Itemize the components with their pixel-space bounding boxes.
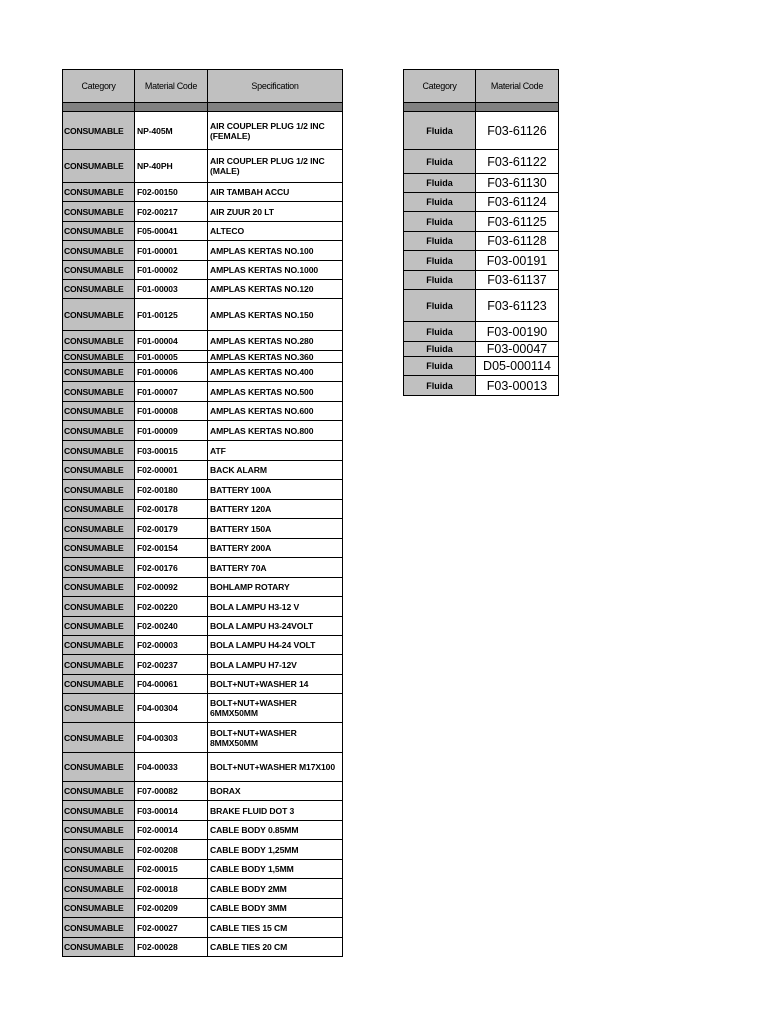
table-row: [63, 421, 343, 441]
table-row: [404, 150, 559, 174]
specification-cell: BOLT+NUT+WASHER 14: [208, 675, 343, 694]
category-cell: Fluida: [404, 150, 476, 174]
table-row: [63, 331, 343, 351]
specification-cell: AMPLAS KERTAS NO.600: [208, 402, 343, 421]
material-code-cell: F03-00191: [476, 251, 559, 271]
table-row: [404, 376, 559, 396]
table-row: [63, 183, 343, 202]
specification-cell: BRAKE FLUID DOT 3: [208, 801, 343, 821]
header-band: [404, 103, 559, 112]
specification-cell: BATTERY 70A: [208, 558, 343, 578]
specification-cell: BOLA LAMPU H4-24 VOLT: [208, 636, 343, 655]
table-row: [404, 232, 559, 251]
table-row: [63, 801, 343, 821]
category-cell: Fluida: [404, 174, 476, 193]
material-code-cell: F03-00015: [135, 441, 208, 461]
specification-cell: BATTERY 200A: [208, 539, 343, 558]
header-category: Category: [63, 70, 135, 103]
table-row: [63, 753, 343, 782]
material-code-cell: F02-00092: [135, 578, 208, 597]
specification-cell: BOLA LAMPU H7-12V: [208, 655, 343, 675]
category-cell: CONSUMABLE: [63, 723, 135, 753]
header-row: [404, 70, 559, 103]
specification-cell: AIR COUPLER PLUG 1/2 INC (FEMALE): [208, 112, 343, 150]
material-code-cell: F01-00002: [135, 261, 208, 280]
material-code-cell: F02-00208: [135, 840, 208, 860]
table-row: [63, 694, 343, 723]
material-code-cell: F02-00154: [135, 539, 208, 558]
material-code-cell: F07-00082: [135, 782, 208, 801]
specification-cell: BOLT+NUT+WASHER M17X100: [208, 753, 343, 782]
material-code-cell: F01-00004: [135, 331, 208, 351]
material-code-cell: F01-00003: [135, 280, 208, 299]
table-row: [63, 558, 343, 578]
table-row: [63, 202, 343, 222]
table-row: [404, 342, 559, 357]
table-row: [63, 363, 343, 382]
material-code-cell: F02-00237: [135, 655, 208, 675]
category-cell: Fluida: [404, 322, 476, 342]
table-row: [63, 617, 343, 636]
specification-cell: BORAX: [208, 782, 343, 801]
category-cell: CONSUMABLE: [63, 441, 135, 461]
category-cell: CONSUMABLE: [63, 363, 135, 382]
material-code-cell: F01-00009: [135, 421, 208, 441]
category-cell: CONSUMABLE: [63, 801, 135, 821]
header-row: [63, 70, 343, 103]
table-row: [63, 539, 343, 558]
table-row: [63, 879, 343, 899]
specification-cell: BOLT+NUT+WASHER 6MMX50MM: [208, 694, 343, 723]
specification-cell: AMPLAS KERTAS NO.150: [208, 299, 343, 331]
specification-cell: AMPLAS KERTAS NO.1000: [208, 261, 343, 280]
category-cell: CONSUMABLE: [63, 112, 135, 150]
category-cell: CONSUMABLE: [63, 421, 135, 441]
material-code-cell: F02-00014: [135, 821, 208, 840]
table-row: [63, 938, 343, 957]
material-code-cell: F03-61126: [476, 112, 559, 150]
table-row: [63, 480, 343, 500]
category-cell: CONSUMABLE: [63, 879, 135, 899]
material-code-cell: F04-00304: [135, 694, 208, 723]
table-row: [63, 723, 343, 753]
material-code-cell: F02-00240: [135, 617, 208, 636]
header-category: Category: [404, 70, 476, 103]
material-code-cell: F02-00015: [135, 860, 208, 879]
category-cell: CONSUMABLE: [63, 578, 135, 597]
specification-cell: BATTERY 100A: [208, 480, 343, 500]
table-row: [63, 461, 343, 480]
material-code-cell: NP-405M: [135, 112, 208, 150]
category-cell: Fluida: [404, 290, 476, 322]
category-cell: CONSUMABLE: [63, 675, 135, 694]
category-cell: CONSUMABLE: [63, 519, 135, 539]
category-cell: CONSUMABLE: [63, 617, 135, 636]
category-cell: CONSUMABLE: [63, 558, 135, 578]
material-code-cell: F02-00180: [135, 480, 208, 500]
category-cell: CONSUMABLE: [63, 241, 135, 261]
category-cell: Fluida: [404, 251, 476, 271]
specification-cell: CABLE TIES 20 CM: [208, 938, 343, 957]
category-cell: CONSUMABLE: [63, 461, 135, 480]
table-row: [63, 821, 343, 840]
material-code-cell: F03-00047: [476, 342, 559, 357]
specification-cell: ALTECO: [208, 222, 343, 241]
category-cell: CONSUMABLE: [63, 500, 135, 519]
category-cell: CONSUMABLE: [63, 202, 135, 222]
category-cell: CONSUMABLE: [63, 222, 135, 241]
material-code-cell: F01-00006: [135, 363, 208, 382]
category-cell: CONSUMABLE: [63, 840, 135, 860]
material-code-cell: F02-00028: [135, 938, 208, 957]
specification-cell: AIR COUPLER PLUG 1/2 INC (MALE): [208, 150, 343, 183]
table-row: [63, 918, 343, 938]
material-code-cell: F05-00041: [135, 222, 208, 241]
table-row: [404, 322, 559, 342]
material-code-cell: F03-00013: [476, 376, 559, 396]
material-code-cell: F02-00018: [135, 879, 208, 899]
material-code-cell: F04-00061: [135, 675, 208, 694]
specification-cell: BOHLAMP ROTARY: [208, 578, 343, 597]
category-cell: CONSUMABLE: [63, 331, 135, 351]
category-cell: CONSUMABLE: [63, 694, 135, 723]
material-code-cell: F01-00001: [135, 241, 208, 261]
header-material-code: Material Code: [135, 70, 208, 103]
table-row: [63, 299, 343, 331]
material-code-cell: D05-000114: [476, 357, 559, 376]
specification-cell: BOLT+NUT+WASHER 8MMX50MM: [208, 723, 343, 753]
category-cell: CONSUMABLE: [63, 655, 135, 675]
table-row: [63, 150, 343, 183]
category-cell: Fluida: [404, 271, 476, 290]
specification-cell: BACK ALARM: [208, 461, 343, 480]
material-code-cell: F02-00176: [135, 558, 208, 578]
specification-cell: AMPLAS KERTAS NO.280: [208, 331, 343, 351]
category-cell: CONSUMABLE: [63, 782, 135, 801]
material-code-cell: F04-00303: [135, 723, 208, 753]
table-row: [63, 261, 343, 280]
category-cell: CONSUMABLE: [63, 280, 135, 299]
table-row: [63, 899, 343, 918]
table-row: [63, 636, 343, 655]
category-cell: CONSUMABLE: [63, 938, 135, 957]
category-cell: CONSUMABLE: [63, 261, 135, 280]
table-row: [63, 382, 343, 402]
category-cell: Fluida: [404, 342, 476, 357]
category-cell: CONSUMABLE: [63, 636, 135, 655]
table-row: [63, 840, 343, 860]
specification-cell: BATTERY 150A: [208, 519, 343, 539]
table-row: [63, 112, 343, 150]
category-cell: CONSUMABLE: [63, 918, 135, 938]
material-code-cell: F04-00033: [135, 753, 208, 782]
specification-cell: AIR TAMBAH ACCU: [208, 183, 343, 202]
table-row: [404, 212, 559, 232]
specification-cell: AMPLAS KERTAS NO.120: [208, 280, 343, 299]
table-row: [404, 193, 559, 212]
table-row: [63, 441, 343, 461]
category-cell: Fluida: [404, 112, 476, 150]
table-row: [404, 174, 559, 193]
material-code-cell: F02-00150: [135, 183, 208, 202]
table-row: [63, 578, 343, 597]
material-code-cell: F01-00125: [135, 299, 208, 331]
material-code-cell: F02-00217: [135, 202, 208, 222]
category-cell: CONSUMABLE: [63, 150, 135, 183]
category-cell: CONSUMABLE: [63, 539, 135, 558]
specification-cell: CABLE TIES 15 CM: [208, 918, 343, 938]
specification-cell: AMPLAS KERTAS NO.100: [208, 241, 343, 261]
category-cell: CONSUMABLE: [63, 480, 135, 500]
material-code-cell: F03-61137: [476, 271, 559, 290]
specification-cell: CABLE BODY 3MM: [208, 899, 343, 918]
material-code-cell: F03-00014: [135, 801, 208, 821]
specification-cell: BATTERY 120A: [208, 500, 343, 519]
material-code-cell: F03-61122: [476, 150, 559, 174]
material-code-cell: F01-00007: [135, 382, 208, 402]
material-code-cell: F02-00209: [135, 899, 208, 918]
table-row: [63, 782, 343, 801]
category-cell: Fluida: [404, 376, 476, 396]
material-code-cell: F02-00003: [135, 636, 208, 655]
category-cell: CONSUMABLE: [63, 753, 135, 782]
specification-cell: ATF: [208, 441, 343, 461]
category-cell: CONSUMABLE: [63, 821, 135, 840]
specification-cell: AMPLAS KERTAS NO.400: [208, 363, 343, 382]
material-code-cell: F03-61125: [476, 212, 559, 232]
category-cell: Fluida: [404, 193, 476, 212]
category-cell: CONSUMABLE: [63, 183, 135, 202]
table-row: [63, 597, 343, 617]
table-row: [63, 351, 343, 363]
specification-cell: BOLA LAMPU H3-12 V: [208, 597, 343, 617]
fluida-table: [403, 69, 559, 396]
specification-cell: AMPLAS KERTAS NO.500: [208, 382, 343, 402]
table-row: [63, 500, 343, 519]
specification-cell: AMPLAS KERTAS NO.360: [208, 351, 343, 363]
table-row: [404, 112, 559, 150]
table-row: [404, 290, 559, 322]
material-code-cell: F02-00001: [135, 461, 208, 480]
header-band: [63, 103, 343, 112]
table-row: [63, 402, 343, 421]
category-cell: Fluida: [404, 357, 476, 376]
header-material-code: Material Code: [476, 70, 559, 103]
table-row: [63, 280, 343, 299]
material-code-cell: F02-00027: [135, 918, 208, 938]
material-code-cell: F02-00178: [135, 500, 208, 519]
table-row: [63, 675, 343, 694]
category-cell: CONSUMABLE: [63, 299, 135, 331]
specification-cell: CABLE BODY 1,25MM: [208, 840, 343, 860]
specification-cell: BOLA LAMPU H3-24VOLT: [208, 617, 343, 636]
material-code-cell: NP-40PH: [135, 150, 208, 183]
material-table: [62, 69, 343, 957]
material-code-cell: F03-00190: [476, 322, 559, 342]
category-cell: Fluida: [404, 232, 476, 251]
table-row: [63, 655, 343, 675]
table-row: [63, 860, 343, 879]
material-code-cell: F03-61124: [476, 193, 559, 212]
specification-cell: CABLE BODY 2MM: [208, 879, 343, 899]
header-specification: Specification: [208, 70, 343, 103]
specification-cell: AMPLAS KERTAS NO.800: [208, 421, 343, 441]
specification-cell: CABLE BODY 0.85MM: [208, 821, 343, 840]
category-cell: CONSUMABLE: [63, 899, 135, 918]
category-cell: CONSUMABLE: [63, 351, 135, 363]
table-row: [404, 271, 559, 290]
material-code-cell: F01-00005: [135, 351, 208, 363]
material-code-cell: F03-61128: [476, 232, 559, 251]
category-cell: CONSUMABLE: [63, 597, 135, 617]
material-code-cell: F02-00179: [135, 519, 208, 539]
material-code-cell: F03-61123: [476, 290, 559, 322]
table-row: [63, 241, 343, 261]
category-cell: CONSUMABLE: [63, 382, 135, 402]
material-code-cell: F03-61130: [476, 174, 559, 193]
table-row: [404, 357, 559, 376]
category-cell: Fluida: [404, 212, 476, 232]
category-cell: CONSUMABLE: [63, 402, 135, 421]
table-row: [63, 222, 343, 241]
category-cell: CONSUMABLE: [63, 860, 135, 879]
table-row: [404, 251, 559, 271]
material-code-cell: F02-00220: [135, 597, 208, 617]
specification-cell: AIR ZUUR 20 LT: [208, 202, 343, 222]
material-code-cell: F01-00008: [135, 402, 208, 421]
specification-cell: CABLE BODY 1,5MM: [208, 860, 343, 879]
table-row: [63, 519, 343, 539]
